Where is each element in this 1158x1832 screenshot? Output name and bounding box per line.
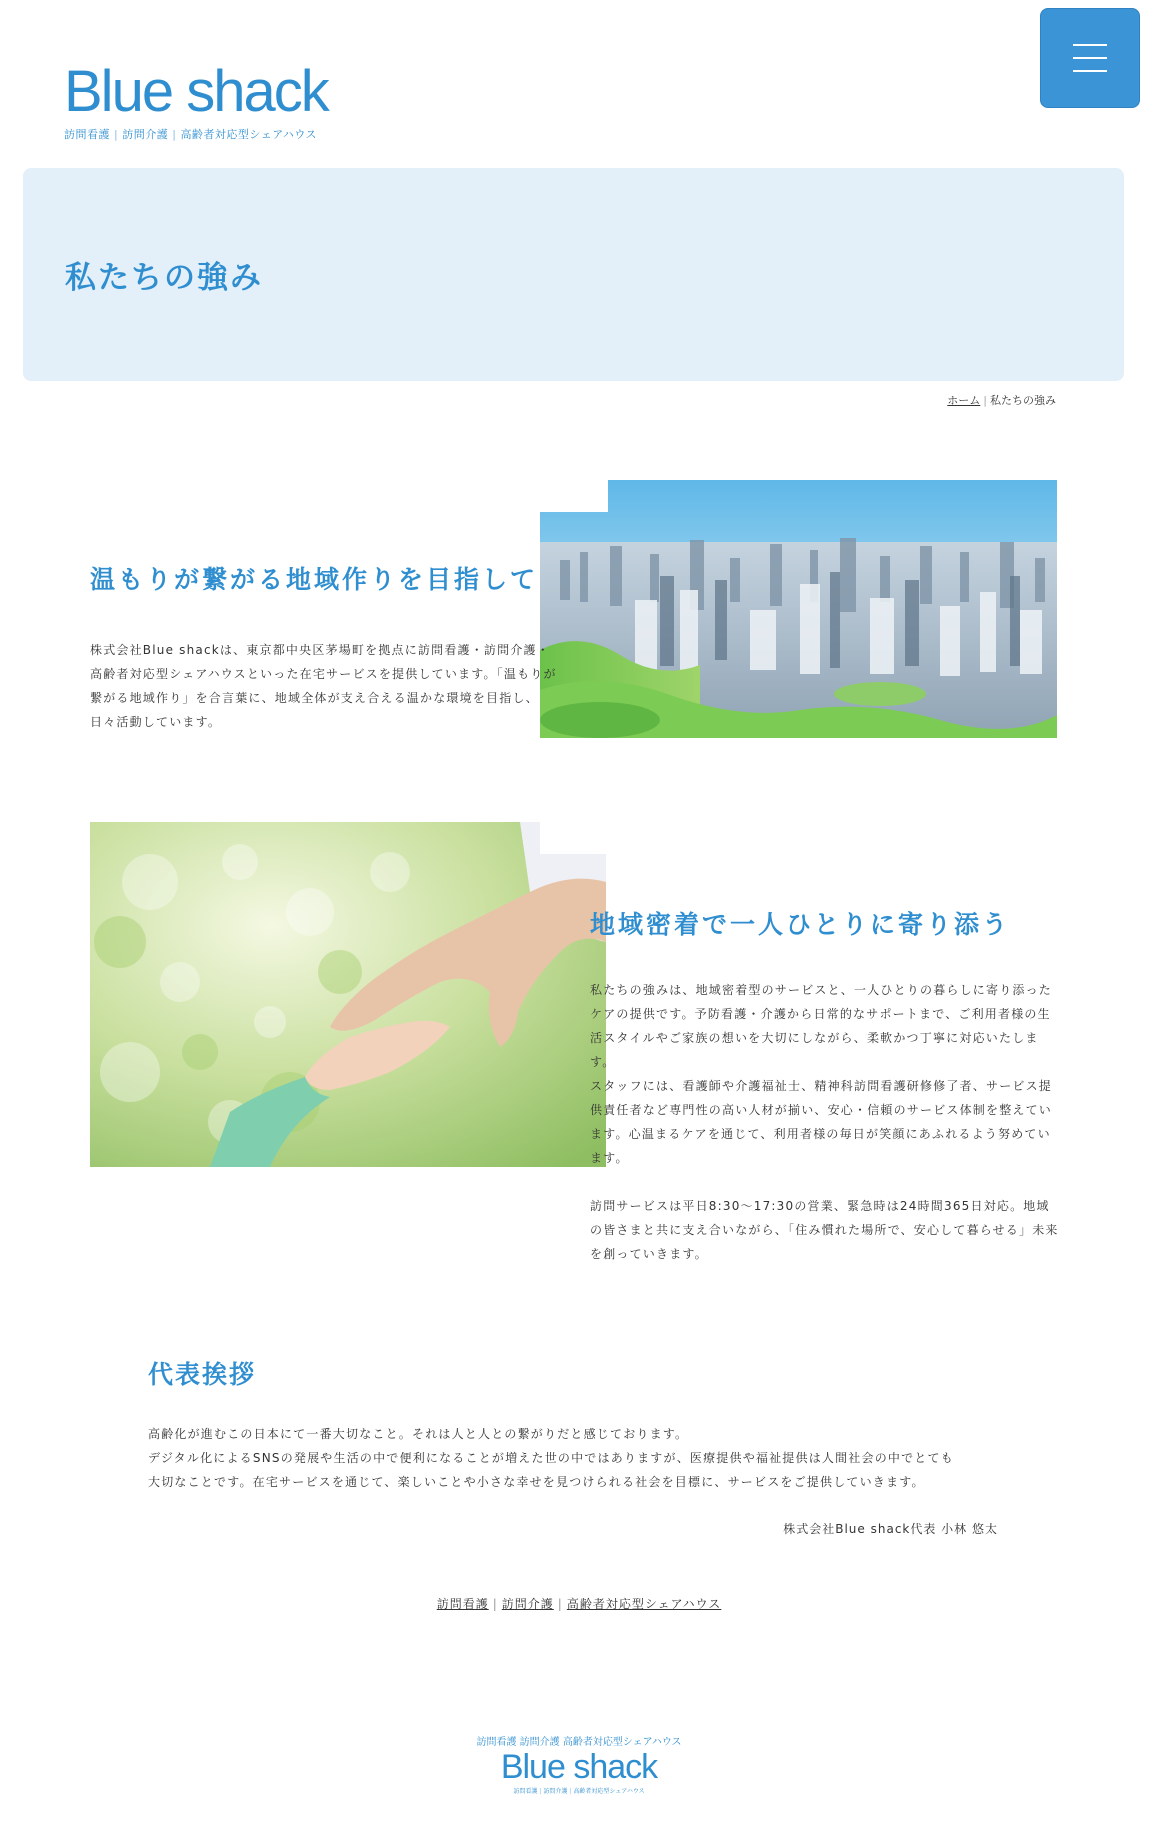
logo-tagline: [64, 126, 328, 142]
page-header-banner: [23, 168, 1124, 381]
holding-hands-photo: [90, 822, 606, 1167]
hamburger-menu-icon: [1073, 57, 1107, 59]
section-body-local: [590, 978, 1060, 1266]
image-corner-cutout: [540, 822, 606, 854]
section-paragraph: 訪問サービスは平日8:30〜17:30の営業、緊急時は24時間365日対応。地域の皆さまと共に支え合いながら、「住み慣れた場所で、安心して暮らせる」未来を創っていきます。: [590, 1199, 1059, 1261]
footer-nav: [0, 1595, 1158, 1612]
hamburger-menu-icon: [1073, 44, 1107, 46]
tagline-divider: |: [569, 1788, 572, 1795]
logo-tagline-item: 高齢者対応型シェアハウス: [180, 128, 318, 141]
footer-logo-subline-item: 訪問看護: [513, 1788, 538, 1795]
menu-button[interactable]: [1040, 8, 1140, 108]
footer-link-care[interactable]: 訪問介護: [501, 1597, 554, 1611]
footer-tagline: 訪問看護 訪問介護 高齢者対応型シェアハウス: [476, 1737, 682, 1748]
logo-tagline-item: 訪問介護: [122, 128, 169, 141]
image-corner-cutout: [540, 480, 608, 512]
hamburger-menu-icon: [1073, 70, 1107, 72]
footer-link-divider: |: [557, 1597, 563, 1611]
greeting-line: 高齢化が進むこの日本にて一番大切なこと。それは人と人との繋がりだと感じております。: [148, 1427, 689, 1441]
tagline-divider: |: [172, 128, 177, 141]
page-title: 私たちの強み: [65, 260, 263, 296]
section-title-community: 温もりが繋がる地域作りを目指して: [90, 565, 539, 594]
logo-tagline-item: 訪問看護: [64, 128, 110, 141]
section-paragraph: [590, 978, 1060, 1170]
greeting-line: 大切なことです。在宅サービスを通じて、楽しいことや小さな幸せを見つけられる社会を目標に、サービスをご提供していきます。: [148, 1475, 925, 1489]
breadcrumb-divider: |: [983, 394, 987, 407]
section-paragraph-text: スタッフには、看護師や介護福祉士、精神科訪問看護研修修了者、サービス提供責任者など専門性の高い人材が揃い、安心・信頼のサービス体制を整えています。心温まるケアを通じて、利用者様の毎日が笑顔にあふれるよう努めています。: [590, 1079, 1053, 1165]
city-skyline-photo: [540, 480, 1057, 738]
logo-wordmark: Blue shack: [64, 59, 328, 124]
footer-link-divider: |: [492, 1597, 498, 1611]
section-title-greeting: 代表挨拶: [148, 1360, 257, 1389]
section-paragraph-text: 私たちの強みは、地域密着型のサービスと、一人ひとりの暮らしに寄り添ったケアの提供です。予防看護・介護から日常的なサポートまで、ご利用者様の生活スタイルやご家族の想いを大切にしながら、柔軟かつ丁寧に対応いたします。: [590, 983, 1053, 1069]
greeting-body: [148, 1422, 1008, 1494]
breadcrumb: [947, 392, 1056, 408]
tagline-divider: |: [114, 128, 119, 141]
section-body-community: 株式会社Blue shackは、東京都中央区茅場町を拠点に訪問看護・訪問介護・高齢者対応型シェアハウスといった在宅サービスを提供しています。「温もりが繋がる地域作り」を合言葉に、地域全体が支え合える温かな環境を目指し、日々活動しています。: [90, 643, 557, 729]
footer-logo-wordmark: Blue shack: [500, 1748, 658, 1786]
section-title-local: 地域密着で一人ひとりに寄り添う: [590, 910, 1011, 939]
breadcrumb-home-link[interactable]: ホーム: [947, 394, 981, 407]
footer-logo-subline-item: 訪問介護: [543, 1788, 568, 1795]
footer-link-sharehouse[interactable]: 高齢者対応型シェアハウス: [566, 1597, 722, 1611]
site-logo[interactable]: [64, 59, 328, 142]
greeting-line: デジタル化によるSNSの発展や生活の中で便利になることが増えた世の中ではありますが、医療提供や福祉提供は人間社会の中でとても: [148, 1451, 954, 1465]
footer-logo-subline: [0, 1786, 1158, 1795]
footer-logo[interactable]: [0, 1748, 1158, 1795]
breadcrumb-current: 私たちの強み: [990, 394, 1056, 407]
footer-link-nursing[interactable]: 訪問看護: [436, 1597, 489, 1611]
tagline-divider: |: [539, 1788, 542, 1795]
footer-logo-subline-item: 高齢者対応型シェアハウス: [573, 1788, 645, 1795]
representative-signature: 株式会社Blue shack代表 小林 悠太: [783, 1522, 998, 1536]
